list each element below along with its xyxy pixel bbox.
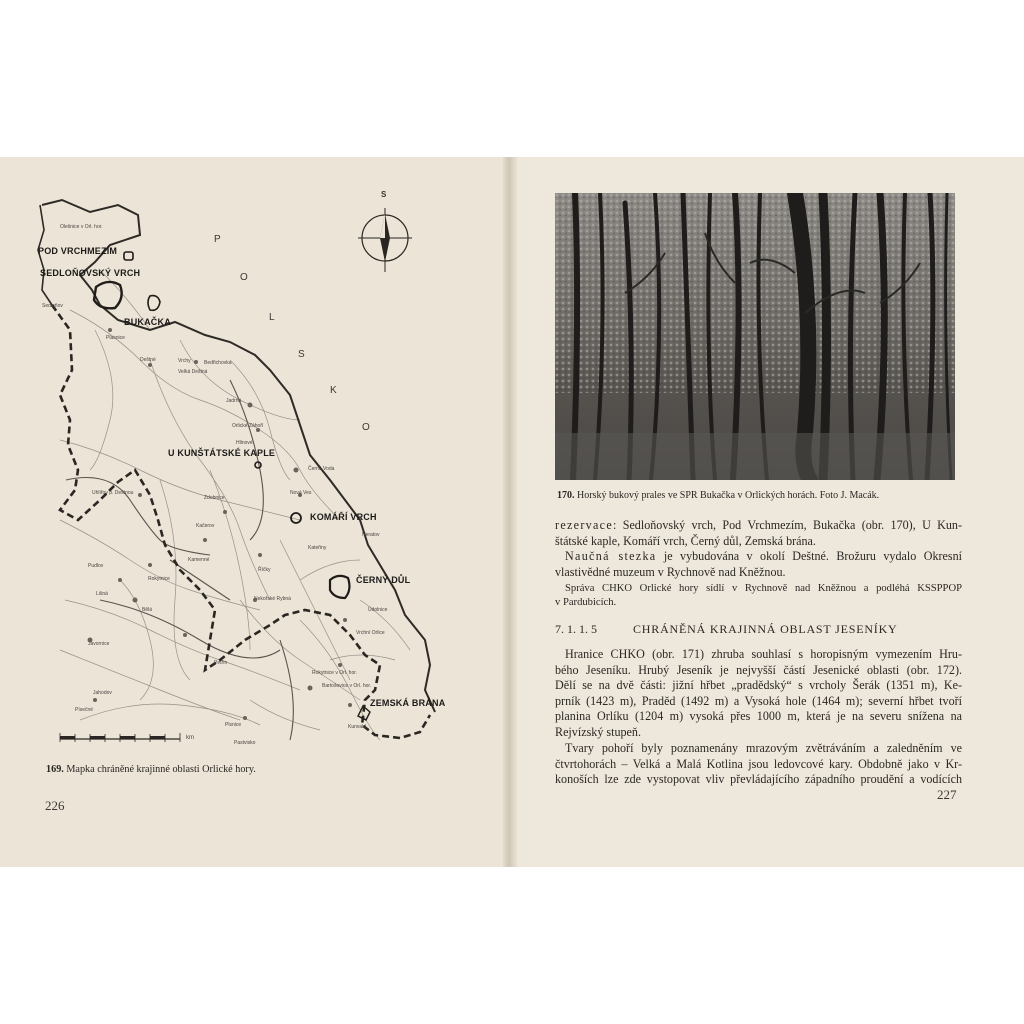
text-line: Dělí se na dvě části: jižní hřbet „pradědský“ s vrcholy Šerák (1351 m), Ke- bbox=[555, 678, 962, 693]
country-letter: K bbox=[330, 385, 337, 396]
place-pisecne: Písečné bbox=[75, 707, 94, 713]
place-orlicke-zahori: Orlické Záhoří bbox=[232, 423, 264, 429]
page-number-left: 226 bbox=[45, 798, 65, 813]
label-u-kunstatske-kaple: U KUNŠTÁTSKÉ KAPLE bbox=[168, 448, 276, 458]
place-cerna-voda: Černá Voda bbox=[308, 466, 335, 472]
text-line: Hranice CHKO (obr. 171) zhruba souhlasí s horopisným vymezením Hru- bbox=[565, 647, 962, 661]
place-pastvisko: Pastvisko bbox=[234, 740, 256, 746]
place-olesnice: Olešnice v Orl. hor. bbox=[60, 224, 103, 230]
place-zdobnice: Zdobnice bbox=[204, 495, 225, 501]
trail-line: je vybudována v okolí Deštné. Brožuru vydalo Okresní bbox=[656, 549, 962, 564]
reserves-line: : Sedloňovský vrch, Pod Vrchmezím, Bukačka (obr. 170), U Kun- bbox=[613, 518, 962, 532]
place-lisna: Lišná bbox=[96, 591, 108, 597]
caption-text: Mapka chráněné krajinné oblasti Orlické hory. bbox=[66, 764, 256, 775]
body-paragraph-2 bbox=[555, 741, 962, 788]
place-kacerov: Kačerov bbox=[196, 523, 215, 529]
place-ricky: Říčky bbox=[258, 567, 271, 573]
place-hlinove: Hlinové bbox=[236, 440, 253, 446]
label-zemska-brana: ZEMSKÁ BRÁNA bbox=[370, 698, 446, 708]
figure-caption-170 bbox=[557, 490, 879, 501]
text-line: bého Jeseníku. Hrubý Jeseník je nejvyšší částí Jesenické oblasti (obr. 172). bbox=[555, 662, 962, 677]
text-line: Rejvízský stupeň. bbox=[555, 724, 641, 739]
place-kateriny: Kateřiny bbox=[308, 545, 327, 551]
text-line: prník (1423 m), Praděd (1492 m) a Vysoká hole (1464 m); severní hřbet tvoří bbox=[555, 693, 962, 708]
place-sedlonov: Sedloňov bbox=[42, 303, 63, 309]
label-cerny-dul: ČERNÝ DŮL bbox=[356, 575, 411, 585]
caption-number: 170. bbox=[557, 490, 575, 501]
label-komari-vrch: KOMÁŘÍ VRCH bbox=[310, 512, 377, 522]
admin-paragraph bbox=[555, 582, 962, 610]
place-bartosovice: Bartošovice v Orl. hor. bbox=[322, 683, 372, 689]
reserves-line: štátské kaple, Komáří vrch, Černý důl, Zemská brána. bbox=[555, 533, 816, 548]
section-title: CHRÁNĚNÁ KRAJINNÁ OBLAST JESENÍKY bbox=[633, 622, 898, 636]
place-velka-destna: Velká Deštná bbox=[178, 369, 208, 375]
place-vrchy: Vrchy bbox=[178, 358, 191, 364]
place-nekorske-rybna: Nekořské Rybná bbox=[254, 596, 291, 602]
place-nova-ves: Nová Ves bbox=[290, 490, 312, 496]
text-line: planina Orlíku (1204 m) vysoká přes 1000 m, která je na severu snížena na bbox=[555, 709, 962, 724]
label-pod-vrchmezim: POD VRCHMEZÍM bbox=[38, 246, 118, 256]
body-paragraph-1 bbox=[555, 647, 962, 741]
place-destne: Deštné bbox=[140, 357, 156, 363]
place-neratov: Neratov bbox=[362, 532, 380, 538]
country-letter: O bbox=[240, 272, 248, 283]
country-letter: L bbox=[269, 312, 275, 323]
text-line: čtvrtohorách – Velká a Malá Kotlina jsou ledovcové kary. Obdobně jako v Kr- bbox=[555, 756, 962, 771]
place-uhlirov: Uhlířov p. Deštnou bbox=[92, 490, 134, 496]
caption-number: 169. bbox=[46, 764, 64, 775]
place-plsnice: Plsnice bbox=[225, 722, 242, 728]
scale-bar bbox=[60, 733, 180, 742]
place-kunvald: Kunvald bbox=[348, 724, 367, 730]
text-line: konoších lze zde vystopovat vliv převládajícího západního proudění a vodících bbox=[555, 772, 962, 787]
place-rokytnice: Rokytnice bbox=[148, 576, 170, 582]
place-rokytnice-orl: Rokytnice v Orl. hor. bbox=[312, 670, 358, 676]
place-kamenne: Kamenné bbox=[188, 557, 210, 563]
place-petrin: Petřín bbox=[214, 660, 228, 666]
place-vrchni-orlice: Vrchní Orlice bbox=[356, 630, 385, 636]
place-pudlov: Pudlov bbox=[88, 563, 104, 569]
country-letter: S bbox=[298, 349, 305, 360]
page-number-right: 227 bbox=[937, 787, 957, 802]
compass-label: S bbox=[381, 190, 387, 199]
admin-line: v Pardubicích. bbox=[555, 597, 617, 608]
reserves-paragraph bbox=[555, 518, 962, 580]
place-bedrichovka: Bedřichovka bbox=[204, 360, 232, 366]
place-udolnice: Údolnice bbox=[368, 607, 388, 613]
label-sedlonovsky-vrch: SEDLOŇOVSKÝ VRCH bbox=[40, 268, 141, 278]
caption-text: Horský bukový prales ve SPR Bukačka v Orlických horách. Foto J. Macák. bbox=[577, 490, 880, 501]
text-line: Tvary pohoří byly poznamenány mrazovým zvětráváním a zaledněním ve bbox=[565, 741, 962, 755]
section-number: 7. 1. 1. 5 bbox=[555, 622, 597, 636]
place-jadrna: Jadrná bbox=[226, 398, 242, 404]
figure-caption-169 bbox=[46, 764, 256, 775]
place-javornice: Javornice bbox=[88, 641, 110, 647]
trail-label: Naučná stezka bbox=[565, 549, 657, 564]
country-letter: P bbox=[214, 234, 221, 245]
place-bela: Bělá bbox=[142, 607, 153, 613]
reserves-label: rezervace bbox=[555, 518, 614, 532]
place-jahodov: Jahodov bbox=[93, 690, 112, 696]
section-heading bbox=[555, 622, 898, 637]
scale-unit: km bbox=[186, 735, 194, 741]
admin-line: Správa CHKO Orlické hory sídlí v Rychnově nad Kněžnou a podléhá KSSPPOP bbox=[565, 583, 962, 594]
country-letter: O bbox=[362, 422, 370, 433]
forest-photo bbox=[555, 193, 955, 480]
place-plasnice: Plasnice bbox=[106, 335, 125, 341]
trail-line: vlastivědné muzeum v Rychnově nad Kněžnou. bbox=[555, 564, 786, 579]
compass-icon bbox=[358, 208, 412, 272]
label-bukacka: BUKAČKA bbox=[124, 317, 171, 327]
